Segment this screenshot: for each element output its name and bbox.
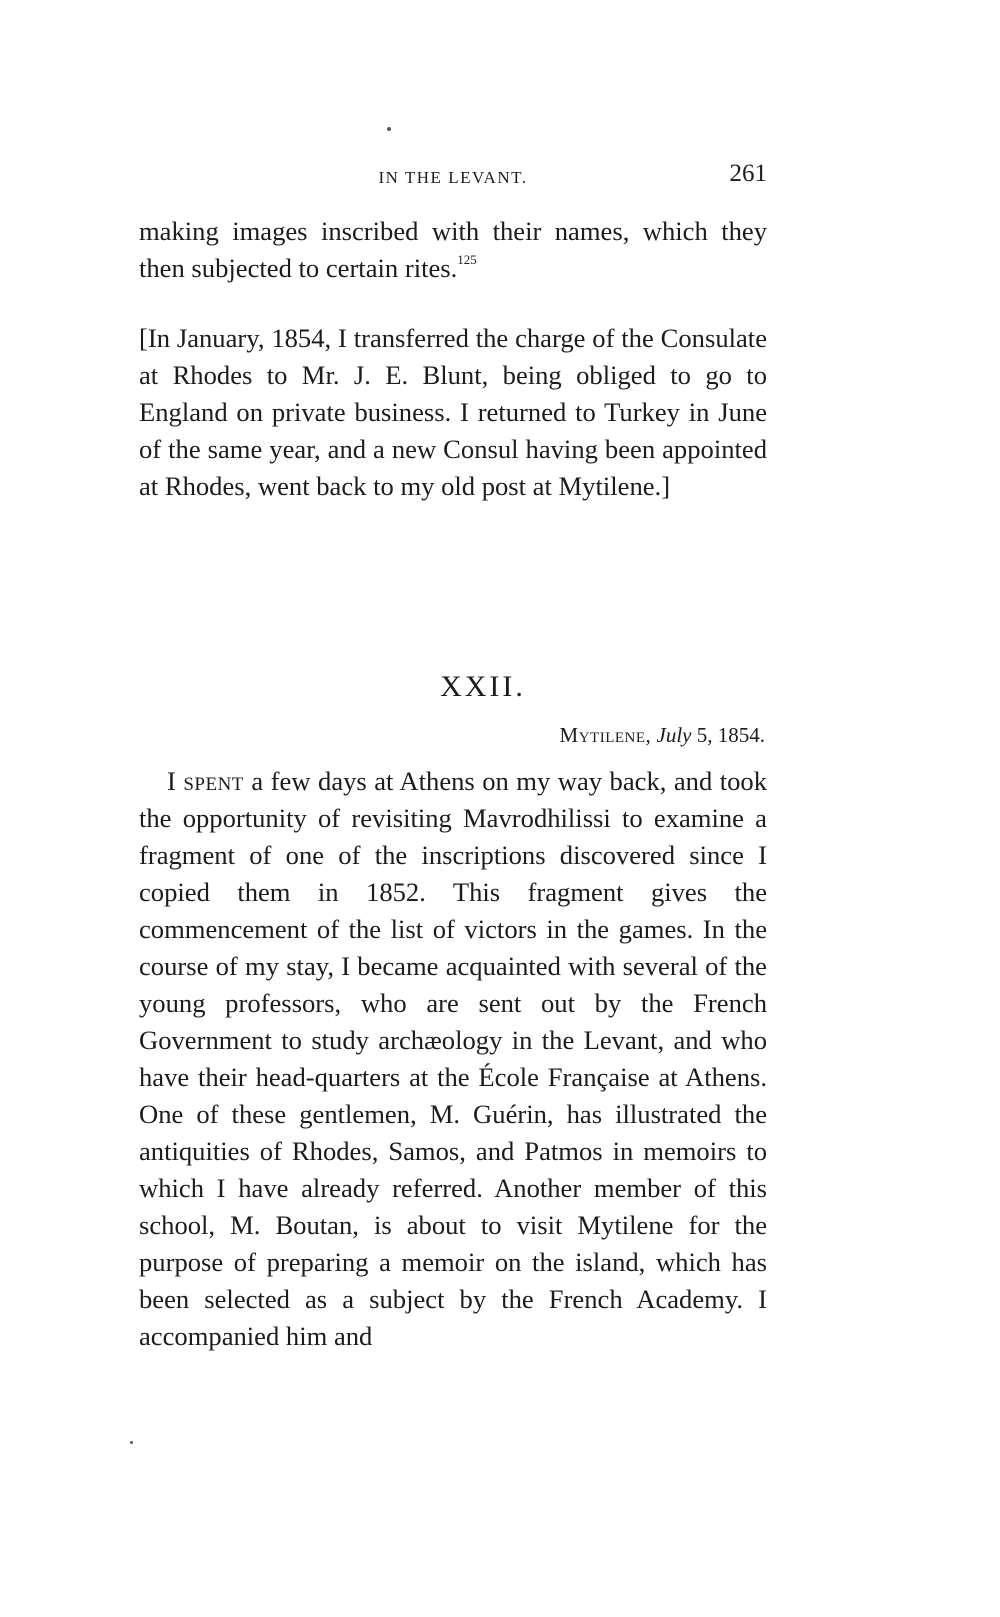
paragraph-lead-smallcaps: spent	[183, 766, 244, 796]
running-head: IN THE LEVANT.	[378, 168, 528, 187]
ink-speck	[387, 127, 391, 131]
page-header	[139, 160, 767, 196]
paragraph-continued	[139, 213, 767, 287]
paragraph-text: making images inscribed with their names, which they then subjected to certain rites.	[139, 216, 767, 283]
page-number: 261	[729, 160, 767, 187]
bracketed-paragraph	[139, 320, 767, 505]
paragraph-text: a few days at Athens on my way back, and took the opportunity of revisiting Mavrodhilissi to examine a fragment of one of the inscriptions discovered since I copied them in 1852. This fragment gives the commencement of the list of victors in the games. In the course of my stay, I became acquainted with several of the young professors, who are sent out by the French Government to study archæology in the Levant, and who have their head-quarters at the École Française at Athens. One of these gentlemen, M. Guérin, has illustrated the antiquities of Rhodes, Samos, and Patmos in memoirs to which I have already referred. Another member of this school, M. Boutan, is about to visit Mytilene for the purpose of preparing a memoir on the island, which has been selected as a subject by the French Academy. I accompanied him and	[139, 766, 768, 1351]
letter-dateline	[560, 723, 765, 748]
ink-speck	[130, 1441, 133, 1444]
footnote-reference: 125	[457, 252, 477, 267]
chapter-number: XXII.	[440, 670, 526, 703]
dateline-month: July	[656, 723, 692, 747]
dateline-day-year: 5, 1854.	[696, 723, 765, 747]
letter-body-paragraph	[139, 763, 767, 1355]
paragraph-text: [In January, 1854, I transferred the charge of the Consulate at Rhodes to Mr. J. E. Blunt, being obliged to go to England on private business. I returned to Turkey in June of the same year, and a new Consul having been appointed at Rhodes, went back to my old post at Mytilene.]	[139, 323, 767, 501]
paragraph-lead-word: I	[167, 766, 176, 796]
dateline-place: Mytilene,	[559, 723, 652, 747]
